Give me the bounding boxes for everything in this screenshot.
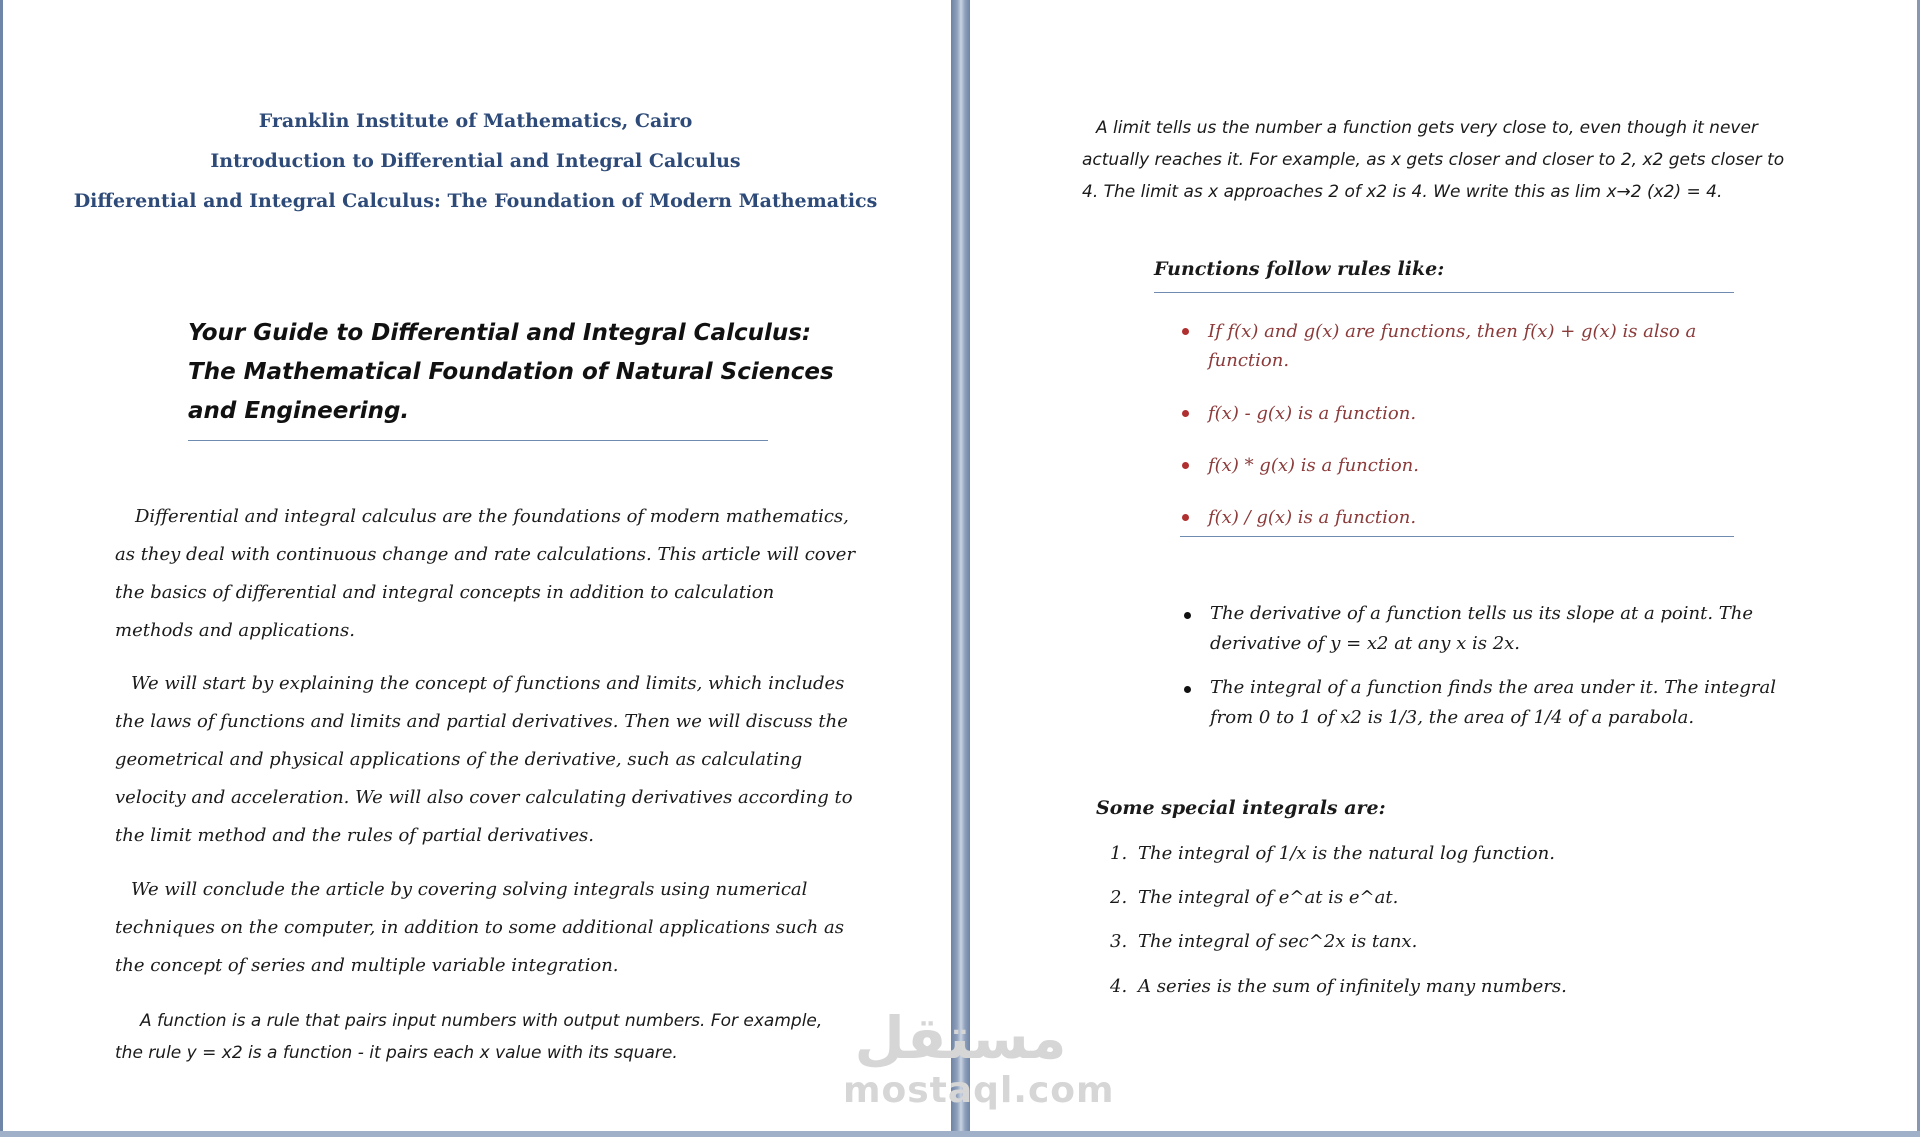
list-item-text: A series is the sum of infinitely many numbers. bbox=[1138, 976, 1567, 997]
guide-title-line: The Mathematical Foundation of Natural Sciences bbox=[188, 359, 834, 385]
functions-heading-underline bbox=[1154, 292, 1734, 293]
list-item bbox=[1110, 887, 1398, 908]
paragraph-intro bbox=[115, 498, 855, 650]
text-line: velocity and acceleration. We will also cover calculating derivatives according to bbox=[115, 787, 853, 808]
text-line: derivative of y = x2 at any x is 2x. bbox=[1210, 633, 1521, 654]
text-line: We will conclude the article by covering solving integrals using numerical bbox=[131, 879, 808, 900]
course-header: Introduction to Differential and Integral Calculus bbox=[210, 150, 741, 172]
functions-heading: Functions follow rules like: bbox=[1154, 258, 1445, 280]
text-line: The derivative of a function tells us its slope at a point. The bbox=[1210, 603, 1754, 624]
watermark-arabic: مستقل bbox=[854, 1004, 1067, 1072]
watermark-latin: mostaql.com bbox=[843, 1070, 1115, 1111]
list-item bbox=[1208, 451, 1419, 480]
text-line: the limit method and the rules of partial derivatives. bbox=[115, 825, 594, 846]
text-line: the basics of differential and integral concepts in addition to calculation bbox=[115, 582, 775, 603]
text-line: f(x) / g(x) is a function. bbox=[1208, 507, 1417, 528]
integrals-heading: Some special integrals are: bbox=[1096, 797, 1386, 819]
bullet-icon bbox=[1184, 686, 1191, 693]
list-item bbox=[1208, 503, 1416, 532]
list-item-text: The integral of e^at is e^at. bbox=[1138, 887, 1399, 908]
bullet-icon bbox=[1184, 612, 1191, 619]
institute-header: Franklin Institute of Mathematics, Cairo bbox=[258, 110, 693, 132]
bullet-icon bbox=[1182, 514, 1189, 521]
text-line: techniques on the computer, in addition to some additional applications such as bbox=[115, 917, 844, 938]
text-line: as they deal with continuous change and rate calculations. This article will cover bbox=[115, 544, 856, 565]
paragraph-conclusion bbox=[115, 871, 855, 985]
text-line: If f(x) and g(x) are functions, then f(x) + g(x) is also a bbox=[1208, 321, 1697, 342]
text-line: f(x) - g(x) is a function. bbox=[1208, 403, 1417, 424]
paragraph-limit bbox=[1082, 112, 1784, 208]
list-item bbox=[1208, 317, 1696, 375]
text-line: actually reaches it. For example, as x gets closer and closer to 2, x2 gets closer to bbox=[1082, 150, 1785, 170]
text-line: Differential and integral calculus are the foundations of modern mathematics, bbox=[135, 506, 849, 527]
guide-title-line: and Engineering. bbox=[188, 398, 410, 424]
text-line: A limit tells us the number a function gets very close to, even though it never bbox=[1096, 118, 1758, 138]
text-line: the laws of functions and limits and partial derivatives. Then we will discuss the bbox=[115, 711, 848, 732]
list-item-text: The integral of 1/x is the natural log function. bbox=[1138, 843, 1555, 864]
rules-list-underline bbox=[1180, 536, 1734, 537]
list-item bbox=[1110, 843, 1555, 864]
guide-title-line: Your Guide to Differential and Integral Calculus: bbox=[188, 320, 812, 346]
text-line: the concept of series and multiple variable integration. bbox=[115, 955, 619, 976]
text-line: We will start by explaining the concept of functions and limits, which includes bbox=[131, 673, 845, 694]
list-item bbox=[1110, 976, 1567, 997]
list-number: 1. bbox=[1110, 843, 1128, 864]
mostaql-watermark bbox=[843, 1004, 1115, 1115]
text-line: The integral of a function finds the area under it. The integral bbox=[1210, 677, 1776, 698]
bullet-icon bbox=[1182, 328, 1189, 335]
list-item bbox=[1210, 599, 1753, 659]
bullet-icon bbox=[1182, 462, 1189, 469]
text-line: function. bbox=[1208, 350, 1290, 371]
list-item bbox=[1110, 931, 1417, 952]
window-bottom-edge bbox=[0, 1131, 1920, 1137]
page-gutter bbox=[951, 0, 970, 1131]
text-line: methods and applications. bbox=[115, 620, 355, 641]
list-number: 2. bbox=[1110, 887, 1128, 908]
text-line: geometrical and physical applications of the derivative, such as calculating bbox=[115, 749, 803, 770]
list-item-text: The integral of sec^2x is tanx. bbox=[1138, 931, 1418, 952]
paragraph-plan bbox=[115, 665, 855, 855]
subtitle-header: Differential and Integral Calculus: The Foundation of Modern Mathematics bbox=[73, 190, 878, 212]
list-number: 3. bbox=[1110, 931, 1128, 952]
guide-title bbox=[188, 314, 834, 431]
paragraph-function bbox=[115, 1005, 822, 1069]
list-item bbox=[1210, 673, 1776, 733]
list-number: 4. bbox=[1110, 976, 1128, 997]
title-underline bbox=[188, 440, 768, 441]
text-line: the rule y = x2 is a function - it pairs each x value with its square. bbox=[115, 1043, 678, 1063]
text-line: A function is a rule that pairs input numbers with output numbers. For example, bbox=[140, 1011, 823, 1031]
bullet-icon bbox=[1182, 410, 1189, 417]
text-line: from 0 to 1 of x2 is 1/3, the area of 1/4 of a parabola. bbox=[1210, 707, 1695, 728]
list-item bbox=[1208, 399, 1416, 428]
text-line: 4. The limit as x approaches 2 of x2 is 4. We write this as lim x→2 (x2) = 4. bbox=[1082, 182, 1723, 202]
text-line: f(x) * g(x) is a function. bbox=[1208, 455, 1419, 476]
